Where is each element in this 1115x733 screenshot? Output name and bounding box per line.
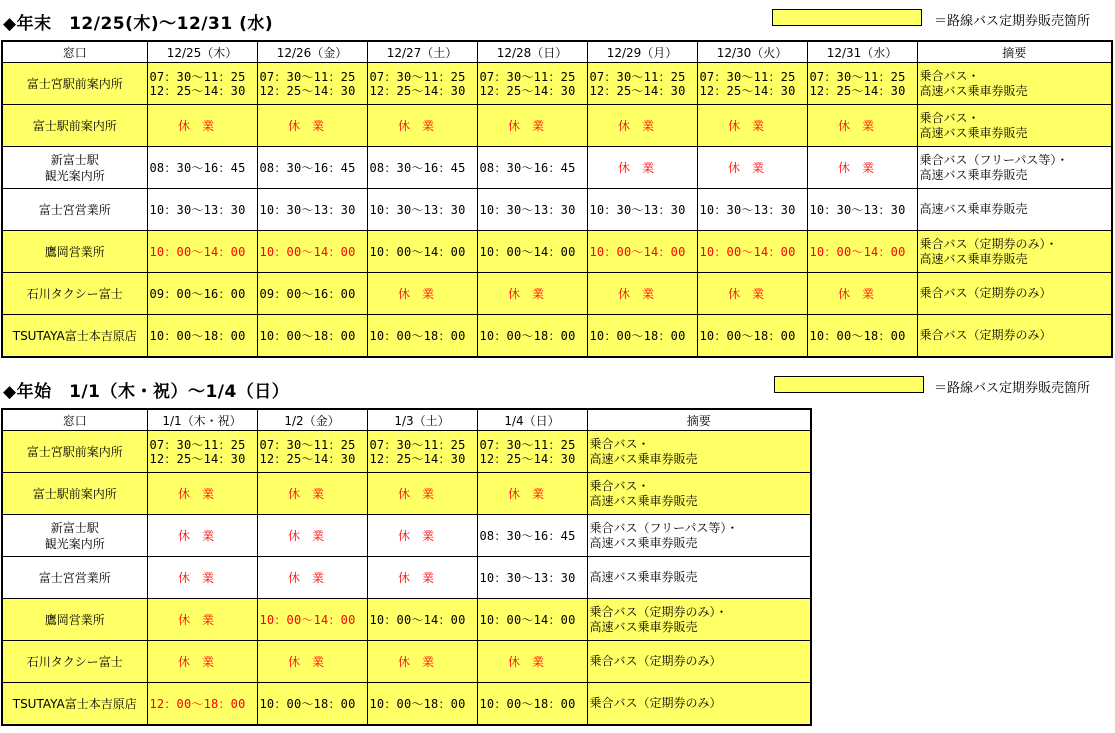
header-date: 1/3（土） bbox=[367, 409, 477, 431]
hours-text: 10：00～14：00 bbox=[369, 612, 466, 627]
office-name bbox=[2, 315, 147, 358]
hours-cell bbox=[697, 63, 807, 105]
hours-cell bbox=[477, 147, 587, 189]
hours-text: 10：00～18：00 bbox=[369, 328, 466, 343]
hours-cell bbox=[367, 599, 477, 641]
hours-cell bbox=[807, 315, 917, 358]
table-row bbox=[2, 189, 1112, 231]
header-date: 12/25（木） bbox=[147, 41, 257, 63]
office-name bbox=[2, 63, 147, 105]
header-office: 窓口 bbox=[2, 409, 147, 431]
header-office: 窓口 bbox=[2, 41, 147, 63]
closed-cell: 休業 bbox=[807, 147, 917, 189]
hours-text: 10：30～13：30 bbox=[699, 202, 796, 217]
closed-cell: 休業 bbox=[807, 273, 917, 315]
office-name-line: 石川タクシー富士 bbox=[26, 286, 123, 301]
hours-text: 12：25～14：30 bbox=[149, 83, 246, 98]
table-row bbox=[2, 315, 1112, 358]
office-name-line: 富士宮駅前案内所 bbox=[26, 76, 123, 91]
hours-text: 07：30～11：25 bbox=[149, 69, 246, 84]
hours-text: 10：30～13：30 bbox=[479, 570, 576, 585]
header-date: 12/29（月） bbox=[587, 41, 697, 63]
header-date: 1/2（金） bbox=[257, 409, 367, 431]
note-line: 乗合バス（フリーパス等）・ bbox=[919, 152, 1069, 167]
note-line: 高速バス乗車券販売 bbox=[919, 125, 1028, 140]
hours-text: 10：00～14：00 bbox=[149, 244, 246, 259]
hours-text: 10：00～18：00 bbox=[259, 696, 356, 711]
hours-text: 10：00～18：00 bbox=[589, 328, 686, 343]
hours-cell bbox=[477, 231, 587, 273]
hours-cell bbox=[367, 189, 477, 231]
note-cell bbox=[587, 431, 811, 473]
hours-text: 09：00～16：00 bbox=[259, 286, 356, 301]
closed-cell: 休業 bbox=[367, 273, 477, 315]
hours-text: 12：25～14：30 bbox=[809, 83, 906, 98]
hours-cell bbox=[147, 147, 257, 189]
hours-cell bbox=[477, 599, 587, 641]
office-name-line: 鷹岡営業所 bbox=[44, 612, 105, 627]
note-line: 高速バス乗車券販売 bbox=[919, 202, 1028, 216]
note-line: 乗合バス・ bbox=[919, 68, 980, 83]
hours-text: 10：00～14：00 bbox=[589, 244, 686, 259]
year-end-title: ◆年末 12/25(木)～12/31 (水) bbox=[3, 14, 274, 34]
office-name-line: 富士駅前案内所 bbox=[32, 486, 117, 501]
hours-cell bbox=[257, 63, 367, 105]
hours-text: 10：00～14：00 bbox=[479, 612, 576, 627]
office-name bbox=[2, 105, 147, 147]
hours-cell bbox=[257, 431, 367, 473]
table-row bbox=[2, 231, 1112, 273]
table-row bbox=[2, 515, 811, 557]
note-line: 高速バス乗車券販売 bbox=[919, 83, 1028, 98]
closed-cell: 休業 bbox=[807, 105, 917, 147]
office-name bbox=[2, 683, 147, 726]
note-line: 乗合バス（フリーパス等）・ bbox=[589, 520, 739, 535]
table-row bbox=[2, 641, 811, 683]
note-line: 乗合バス（定期券のみ）・ bbox=[919, 236, 1058, 251]
table-row bbox=[2, 147, 1112, 189]
closed-cell: 休業 bbox=[257, 641, 367, 683]
hours-cell bbox=[257, 315, 367, 358]
note-line: 高速バス乗車券販売 bbox=[589, 619, 698, 634]
hours-text: 10：00～18：00 bbox=[479, 696, 576, 711]
note-line: 高速バス乗車券販売 bbox=[919, 251, 1028, 266]
hours-cell bbox=[257, 683, 367, 726]
note-line: 乗合バス・ bbox=[589, 436, 650, 451]
table-row bbox=[2, 557, 811, 599]
hours-text: 07：30～11：25 bbox=[589, 69, 686, 84]
hours-text: 10：00～18：00 bbox=[699, 328, 796, 343]
note-cell bbox=[917, 315, 1112, 358]
office-name bbox=[2, 189, 147, 231]
note-cell bbox=[917, 63, 1112, 105]
office-name-line: 鷹岡営業所 bbox=[44, 244, 105, 259]
note-line: 乗合バス（定期券のみ） bbox=[919, 286, 1052, 300]
office-name-line: 石川タクシー富士 bbox=[26, 654, 123, 669]
hours-text: 08：30～16：45 bbox=[479, 528, 576, 543]
office-name bbox=[2, 641, 147, 683]
hours-cell bbox=[257, 147, 367, 189]
closed-cell: 休業 bbox=[147, 641, 257, 683]
note-line: 高速バス乗車券販売 bbox=[589, 570, 698, 584]
hours-text: 12：25～14：30 bbox=[259, 451, 356, 466]
hours-cell bbox=[587, 231, 697, 273]
hours-text: 10：30～13：30 bbox=[809, 202, 906, 217]
closed-cell: 休業 bbox=[697, 105, 807, 147]
hours-cell bbox=[147, 189, 257, 231]
hours-cell bbox=[147, 431, 257, 473]
hours-text: 12：25～14：30 bbox=[479, 451, 576, 466]
office-name bbox=[2, 273, 147, 315]
note-cell bbox=[917, 231, 1112, 273]
closed-cell: 休業 bbox=[147, 599, 257, 641]
hours-text: 07：30～11：25 bbox=[369, 69, 466, 84]
header-date: 12/28（日） bbox=[477, 41, 587, 63]
table-row bbox=[2, 63, 1112, 105]
hours-text: 10：30～13：30 bbox=[149, 202, 246, 217]
hours-text: 10：00～18：00 bbox=[149, 328, 246, 343]
hours-cell bbox=[367, 147, 477, 189]
hours-text: 12：00～18：00 bbox=[149, 696, 246, 711]
hours-text: 12：25～14：30 bbox=[369, 451, 466, 466]
hours-text: 12：25～14：30 bbox=[589, 83, 686, 98]
note-line: 高速バス乗車券販売 bbox=[919, 167, 1028, 182]
header-notes: 摘要 bbox=[587, 409, 811, 431]
hours-cell bbox=[477, 683, 587, 726]
hours-text: 07：30～11：25 bbox=[479, 69, 576, 84]
hours-text: 07：30～11：25 bbox=[479, 437, 576, 452]
office-name bbox=[2, 431, 147, 473]
hours-cell bbox=[257, 273, 367, 315]
note-cell bbox=[917, 147, 1112, 189]
closed-cell: 休業 bbox=[697, 273, 807, 315]
office-name-line: 富士宮駅前案内所 bbox=[26, 444, 123, 459]
hours-text: 12：25～14：30 bbox=[479, 83, 576, 98]
note-cell bbox=[587, 473, 811, 515]
note-cell bbox=[587, 515, 811, 557]
office-name-line: 観光案内所 bbox=[44, 168, 105, 183]
note-cell bbox=[917, 105, 1112, 147]
note-line: 乗合バス（定期券のみ） bbox=[589, 696, 722, 710]
hours-cell bbox=[367, 683, 477, 726]
hours-cell bbox=[477, 315, 587, 358]
hours-text: 09：00～16：00 bbox=[149, 286, 246, 301]
note-cell bbox=[917, 273, 1112, 315]
hours-cell bbox=[697, 315, 807, 358]
hours-cell bbox=[807, 231, 917, 273]
hours-text: 07：30～11：25 bbox=[369, 437, 466, 452]
header-date: 12/31（水） bbox=[807, 41, 917, 63]
closed-cell: 休業 bbox=[477, 641, 587, 683]
closed-cell: 休業 bbox=[477, 473, 587, 515]
header-date: 12/30（火） bbox=[697, 41, 807, 63]
legend-swatch bbox=[774, 376, 924, 393]
note-line: 高速バス乗車券販売 bbox=[589, 451, 698, 466]
hours-cell bbox=[477, 63, 587, 105]
office-name bbox=[2, 473, 147, 515]
note-cell bbox=[917, 189, 1112, 231]
office-name-line: 新富士駅 bbox=[50, 520, 99, 535]
hours-cell bbox=[367, 431, 477, 473]
header-date: 1/1（木・祝） bbox=[147, 409, 257, 431]
closed-cell: 休業 bbox=[367, 105, 477, 147]
closed-cell: 休業 bbox=[477, 273, 587, 315]
hours-cell bbox=[477, 515, 587, 557]
closed-cell: 休業 bbox=[257, 473, 367, 515]
note-cell bbox=[587, 641, 811, 683]
closed-cell: 休業 bbox=[367, 557, 477, 599]
hours-text: 07：30～11：25 bbox=[259, 437, 356, 452]
hours-text: 10：00～14：00 bbox=[699, 244, 796, 259]
hours-text: 12：25～14：30 bbox=[259, 83, 356, 98]
note-line: 乗合バス・ bbox=[919, 110, 980, 125]
office-name bbox=[2, 599, 147, 641]
closed-cell: 休業 bbox=[697, 147, 807, 189]
hours-cell bbox=[807, 189, 917, 231]
hours-cell bbox=[257, 599, 367, 641]
legend-label: ＝路線バス定期券販売箇所 bbox=[934, 14, 1091, 29]
hours-text: 08：30～16：45 bbox=[369, 160, 466, 175]
closed-cell: 休業 bbox=[257, 557, 367, 599]
hours-text: 10：00～14：00 bbox=[369, 244, 466, 259]
closed-cell: 休業 bbox=[477, 105, 587, 147]
hours-text: 12：25～14：30 bbox=[149, 451, 246, 466]
closed-cell: 休業 bbox=[147, 105, 257, 147]
note-line: 高速バス乗車券販売 bbox=[589, 493, 698, 508]
hours-cell bbox=[147, 231, 257, 273]
hours-cell bbox=[477, 189, 587, 231]
new-year-title: ◆年始 1/1（木・祝）～1/4（日） bbox=[3, 382, 290, 402]
note-cell bbox=[587, 683, 811, 726]
hours-cell bbox=[147, 315, 257, 358]
new-year-table bbox=[1, 408, 812, 726]
hours-text: 10：30～13：30 bbox=[369, 202, 466, 217]
hours-text: 10：00～18：00 bbox=[479, 328, 576, 343]
closed-cell: 休業 bbox=[367, 515, 477, 557]
hours-text: 10：00～18：00 bbox=[809, 328, 906, 343]
hours-text: 08：30～16：45 bbox=[149, 160, 246, 175]
hours-text: 07：30～11：25 bbox=[259, 69, 356, 84]
office-name-line: 富士宮営業所 bbox=[38, 570, 111, 585]
office-name bbox=[2, 147, 147, 189]
note-cell bbox=[587, 557, 811, 599]
note-line: 乗合バス・ bbox=[589, 478, 650, 493]
hours-text: 10：00～18：00 bbox=[369, 696, 466, 711]
hours-text: 10：00～14：00 bbox=[259, 612, 356, 627]
hours-text: 12：25～14：30 bbox=[369, 83, 466, 98]
table-row bbox=[2, 431, 811, 473]
office-name-line: TSUTAYA富士本吉原店 bbox=[12, 696, 137, 711]
hours-cell bbox=[367, 315, 477, 358]
office-name-line: 観光案内所 bbox=[44, 536, 105, 551]
hours-cell bbox=[367, 231, 477, 273]
hours-text: 08：30～16：45 bbox=[479, 160, 576, 175]
hours-text: 10：00～14：00 bbox=[809, 244, 906, 259]
hours-cell bbox=[697, 231, 807, 273]
table-row bbox=[2, 105, 1112, 147]
closed-cell: 休業 bbox=[587, 273, 697, 315]
table-row bbox=[2, 473, 811, 515]
office-name bbox=[2, 231, 147, 273]
hours-text: 10：00～14：00 bbox=[259, 244, 356, 259]
hours-text: 07：30～11：25 bbox=[809, 69, 906, 84]
hours-cell bbox=[587, 315, 697, 358]
header-date: 12/27（土） bbox=[367, 41, 477, 63]
note-line: 高速バス乗車券販売 bbox=[589, 535, 698, 550]
note-cell bbox=[587, 599, 811, 641]
office-name bbox=[2, 557, 147, 599]
office-name-line: TSUTAYA富士本吉原店 bbox=[12, 328, 137, 343]
office-name-line: 富士駅前案内所 bbox=[32, 118, 117, 133]
note-line: 乗合バス（定期券のみ） bbox=[919, 328, 1052, 342]
hours-cell bbox=[807, 63, 917, 105]
header-date: 1/4（日） bbox=[477, 409, 587, 431]
hours-cell bbox=[147, 273, 257, 315]
hours-text: 10：00～18：00 bbox=[259, 328, 356, 343]
hours-cell bbox=[587, 63, 697, 105]
office-name-line: 富士宮営業所 bbox=[38, 202, 111, 217]
hours-text: 10：30～13：30 bbox=[479, 202, 576, 217]
legend-label: ＝路線バス定期券販売箇所 bbox=[934, 381, 1091, 396]
header-date: 12/26（金） bbox=[257, 41, 367, 63]
table-row bbox=[2, 683, 811, 726]
legend-swatch bbox=[772, 9, 922, 26]
hours-cell bbox=[257, 231, 367, 273]
hours-text: 08：30～16：45 bbox=[259, 160, 356, 175]
hours-text: 10：30～13：30 bbox=[259, 202, 356, 217]
closed-cell: 休業 bbox=[147, 515, 257, 557]
hours-cell bbox=[147, 63, 257, 105]
hours-cell bbox=[477, 557, 587, 599]
note-line: 乗合バス（定期券のみ） bbox=[589, 654, 722, 668]
hours-text: 10：00～14：00 bbox=[479, 244, 576, 259]
closed-cell: 休業 bbox=[367, 641, 477, 683]
closed-cell: 休業 bbox=[257, 515, 367, 557]
table-row bbox=[2, 599, 811, 641]
table-row bbox=[2, 273, 1112, 315]
year-end-table bbox=[1, 40, 1113, 358]
header-notes: 摘要 bbox=[917, 41, 1112, 63]
closed-cell: 休業 bbox=[367, 473, 477, 515]
closed-cell: 休業 bbox=[257, 105, 367, 147]
office-name-line: 新富士駅 bbox=[50, 152, 99, 167]
hours-cell bbox=[697, 189, 807, 231]
hours-cell bbox=[477, 431, 587, 473]
hours-text: 07：30～11：25 bbox=[699, 69, 796, 84]
hours-cell bbox=[367, 63, 477, 105]
hours-text: 10：30～13：30 bbox=[589, 202, 686, 217]
closed-cell: 休業 bbox=[587, 105, 697, 147]
hours-cell bbox=[147, 683, 257, 726]
hours-text: 07：30～11：25 bbox=[149, 437, 246, 452]
hours-text: 12：25～14：30 bbox=[699, 83, 796, 98]
closed-cell: 休業 bbox=[147, 557, 257, 599]
hours-cell bbox=[587, 189, 697, 231]
office-name bbox=[2, 515, 147, 557]
hours-cell bbox=[257, 189, 367, 231]
closed-cell: 休業 bbox=[587, 147, 697, 189]
closed-cell: 休業 bbox=[147, 473, 257, 515]
note-line: 乗合バス（定期券のみ）・ bbox=[589, 604, 728, 619]
